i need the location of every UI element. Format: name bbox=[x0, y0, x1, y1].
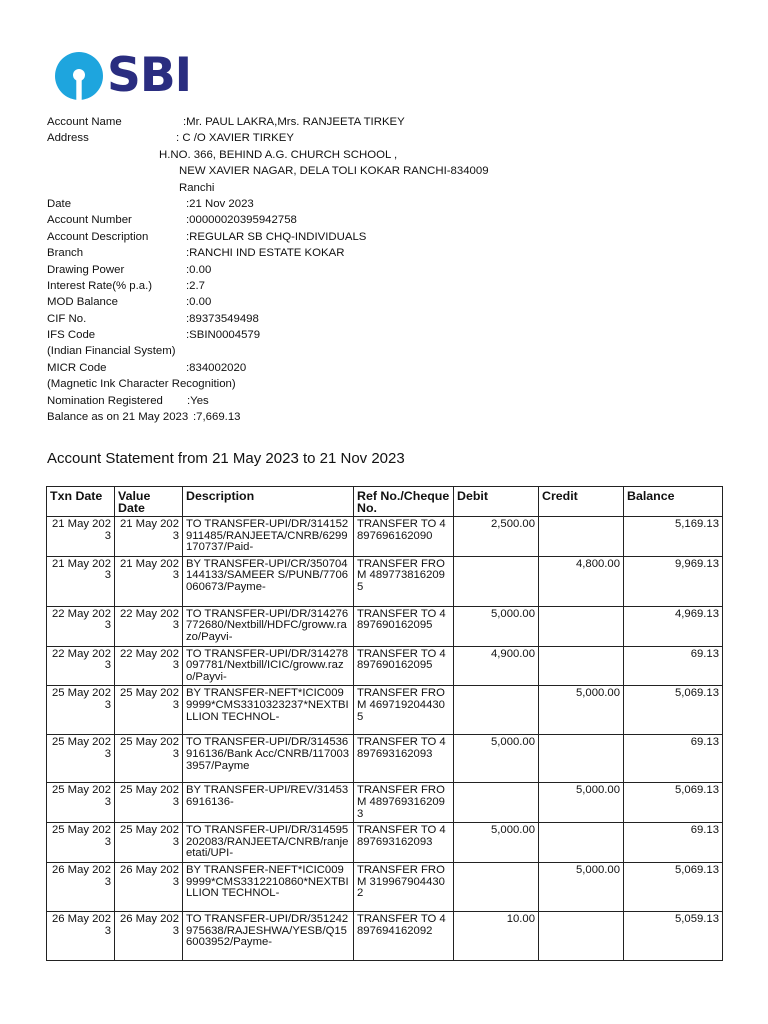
micr-note-row bbox=[47, 376, 747, 392]
table-row bbox=[47, 556, 723, 606]
table-row bbox=[47, 517, 723, 557]
value-date-cell: 26 May 2023 bbox=[115, 911, 183, 960]
table-header-row bbox=[47, 487, 723, 517]
description-cell: TO TRANSFER-UPI/DR/314276772680/Nextbill/HDFC/groww.razo/Payvi- bbox=[183, 606, 354, 646]
balance-cell: 69.13 bbox=[624, 646, 723, 686]
field-value: :0.00 bbox=[186, 263, 212, 276]
credit-cell bbox=[539, 823, 624, 863]
debit-cell: 5,000.00 bbox=[454, 606, 539, 646]
txn-date-cell: 25 May 2023 bbox=[47, 735, 115, 783]
balance-cell: 9,969.13 bbox=[624, 556, 723, 606]
table-row bbox=[47, 735, 723, 783]
debit-cell bbox=[454, 783, 539, 823]
opening-balance-label: Balance as on 21 May 2023 bbox=[47, 411, 189, 424]
field-label: IFS Code bbox=[47, 329, 96, 342]
ref-cell: TRANSFER TO 4897693162093 bbox=[354, 735, 454, 783]
account-name-label: Account Name bbox=[47, 116, 122, 128]
ref-cell: TRANSFER TO 4897690162095 bbox=[354, 646, 454, 686]
balance-cell: 5,069.13 bbox=[624, 783, 723, 823]
col-header-credit: Credit bbox=[539, 487, 624, 517]
value-date-cell: 25 May 2023 bbox=[115, 735, 183, 783]
address-line-2: H.NO. 366, BEHIND A.G. CHURCH SCHOOL , bbox=[159, 148, 398, 161]
field-label: CIF No. bbox=[47, 312, 87, 325]
table-row bbox=[47, 646, 723, 686]
txn-date-cell: 25 May 2023 bbox=[47, 783, 115, 823]
debit-cell bbox=[454, 556, 539, 606]
col-header-ref-no: Ref No./Cheque No. bbox=[354, 487, 454, 517]
mod-balance-row bbox=[47, 294, 747, 310]
value-date-cell: 25 May 2023 bbox=[115, 686, 183, 735]
debit-cell: 4,900.00 bbox=[454, 646, 539, 686]
nomination-label: Nomination Registered bbox=[47, 394, 163, 407]
description-cell: TO TRANSFER-UPI/DR/351242975638/RAJESHWA/YESB/Q156003952/Payme- bbox=[183, 911, 354, 960]
txn-date-cell: 26 May 2023 bbox=[47, 862, 115, 911]
micr-note: (Magnetic Ink Character Recognition) bbox=[47, 378, 236, 391]
field-value: :2.7 bbox=[186, 279, 205, 292]
description-cell: BY TRANSFER-UPI/CR/350704144133/SAMEER S/PUNB/7706060673/Payme- bbox=[183, 556, 354, 606]
statement-title: Account Statement from 21 May 2023 to 21 Nov 2023 bbox=[47, 450, 405, 467]
micr-label: MICR Code bbox=[47, 361, 107, 374]
col-header-balance: Balance bbox=[624, 487, 723, 517]
nomination-row bbox=[47, 393, 747, 409]
address-row bbox=[47, 130, 747, 146]
debit-cell: 5,000.00 bbox=[454, 735, 539, 783]
value-date-cell: 25 May 2023 bbox=[115, 783, 183, 823]
credit-cell: 5,000.00 bbox=[539, 862, 624, 911]
value-date-cell: 22 May 2023 bbox=[115, 606, 183, 646]
balance-cell: 4,969.13 bbox=[624, 606, 723, 646]
ref-cell: TRANSFER FROM 3199679044302 bbox=[354, 862, 454, 911]
ref-cell: TRANSFER FROM 4897738162095 bbox=[354, 556, 454, 606]
drawing-power-row bbox=[47, 262, 747, 278]
field-value: :REGULAR SB CHQ-INDIVIDUALS bbox=[186, 230, 367, 243]
col-header-description: Description bbox=[183, 487, 354, 517]
credit-cell bbox=[539, 517, 624, 557]
table-row bbox=[47, 686, 723, 735]
txn-date-cell: 25 May 2023 bbox=[47, 823, 115, 863]
field-value: :RANCHI IND ESTATE KOKAR bbox=[186, 247, 345, 260]
credit-cell bbox=[539, 646, 624, 686]
field-label: Account Number bbox=[47, 214, 132, 227]
credit-cell bbox=[539, 606, 624, 646]
transactions-table bbox=[46, 486, 723, 961]
branch-row bbox=[47, 245, 747, 261]
field-value: :00000020395942758 bbox=[186, 214, 297, 227]
ref-cell: TRANSFER TO 4897693162093 bbox=[354, 823, 454, 863]
ref-cell: TRANSFER TO 4897696162090 bbox=[354, 517, 454, 557]
address-line-4: Ranchi bbox=[179, 181, 215, 194]
account-name-row bbox=[47, 114, 747, 130]
description-cell: TO TRANSFER-UPI/DR/314278097781/Nextbill/ICIC/groww.razo/Payvi- bbox=[183, 646, 354, 686]
debit-cell: 2,500.00 bbox=[454, 517, 539, 557]
col-header-txn-date: Txn Date bbox=[47, 487, 115, 517]
ifs-note: (Indian Financial System) bbox=[47, 345, 176, 358]
balance-cell: 5,059.13 bbox=[624, 911, 723, 960]
field-label: Date bbox=[47, 197, 72, 210]
micr-row bbox=[47, 360, 747, 376]
credit-cell: 5,000.00 bbox=[539, 783, 624, 823]
ref-cell: TRANSFER FROM 4897693162093 bbox=[354, 783, 454, 823]
nomination-value: :Yes bbox=[187, 394, 209, 407]
field-value: :0.00 bbox=[186, 296, 212, 309]
value-date-cell: 21 May 2023 bbox=[115, 517, 183, 557]
field-value: :21 Nov 2023 bbox=[186, 197, 254, 210]
field-value: :89373549498 bbox=[186, 312, 259, 325]
address-line-3: NEW XAVIER NAGAR, DELA TOLI KOKAR RANCHI-834009 bbox=[179, 165, 489, 178]
txn-date-cell: 26 May 2023 bbox=[47, 911, 115, 960]
field-value: :SBIN0004579 bbox=[186, 329, 261, 342]
field-label: Interest Rate(% p.a.) bbox=[47, 279, 153, 292]
balance-cell: 5,169.13 bbox=[624, 517, 723, 557]
col-header-debit: Debit bbox=[454, 487, 539, 517]
description-cell: TO TRANSFER-UPI/DR/314152911485/RANJEETA/CNRB/6299170737/Paid- bbox=[183, 517, 354, 557]
account-name-value: :Mr. PAUL LAKRA,Mrs. RANJEETA TIRKEY bbox=[183, 116, 405, 128]
opening-balance-value: :7,669.13 bbox=[193, 411, 241, 424]
value-date-cell: 26 May 2023 bbox=[115, 862, 183, 911]
balance-cell: 5,069.13 bbox=[624, 862, 723, 911]
description-cell: TO TRANSFER-UPI/DR/314536916136/Bank Acc/CNRB/1170033957/Payme bbox=[183, 735, 354, 783]
ref-cell: TRANSFER TO 4897690162095 bbox=[354, 606, 454, 646]
balance-cell: 5,069.13 bbox=[624, 686, 723, 735]
txn-date-cell: 22 May 2023 bbox=[47, 606, 115, 646]
field-label: MOD Balance bbox=[47, 296, 118, 309]
address-row-2 bbox=[47, 147, 747, 163]
address-row-4 bbox=[47, 180, 747, 196]
table-row bbox=[47, 783, 723, 823]
address-label: Address bbox=[47, 132, 89, 145]
balance-cell: 69.13 bbox=[624, 823, 723, 863]
txn-date-cell: 21 May 2023 bbox=[47, 517, 115, 557]
table-row bbox=[47, 862, 723, 911]
ifs-note-row bbox=[47, 343, 747, 359]
sbi-keyhole-icon bbox=[55, 52, 103, 100]
opening-balance-row bbox=[47, 409, 747, 425]
credit-cell: 4,800.00 bbox=[539, 556, 624, 606]
sbi-logo-text: SBI bbox=[107, 48, 192, 103]
col-header-value-date: Value Date bbox=[115, 487, 183, 517]
table-row bbox=[47, 911, 723, 960]
balance-cell: 69.13 bbox=[624, 735, 723, 783]
account-description-row bbox=[47, 229, 747, 245]
micr-value: :834002020 bbox=[186, 361, 247, 374]
value-date-cell: 22 May 2023 bbox=[115, 646, 183, 686]
debit-cell: 10.00 bbox=[454, 911, 539, 960]
ref-cell: TRANSFER FROM 4697192044305 bbox=[354, 686, 454, 735]
field-label: Drawing Power bbox=[47, 263, 125, 276]
date-row bbox=[47, 196, 747, 212]
debit-cell: 5,000.00 bbox=[454, 823, 539, 863]
credit-cell: 5,000.00 bbox=[539, 686, 624, 735]
sbi-logo bbox=[55, 48, 192, 103]
value-date-cell: 25 May 2023 bbox=[115, 823, 183, 863]
debit-cell bbox=[454, 862, 539, 911]
txn-date-cell: 22 May 2023 bbox=[47, 646, 115, 686]
account-details bbox=[47, 114, 747, 425]
address-line-1: : C /O XAVIER TIRKEY bbox=[176, 132, 294, 145]
txn-date-cell: 21 May 2023 bbox=[47, 556, 115, 606]
field-label: Branch bbox=[47, 247, 84, 260]
cif-row bbox=[47, 311, 747, 327]
description-cell: BY TRANSFER-UPI/REV/314536916136- bbox=[183, 783, 354, 823]
value-date-cell: 21 May 2023 bbox=[115, 556, 183, 606]
credit-cell bbox=[539, 735, 624, 783]
ref-cell: TRANSFER TO 4897694162092 bbox=[354, 911, 454, 960]
address-row-3 bbox=[47, 163, 747, 179]
description-cell: BY TRANSFER-NEFT*ICIC0099999*CMS3312210860*NEXTBILLION TECHNOL- bbox=[183, 862, 354, 911]
debit-cell bbox=[454, 686, 539, 735]
account-number-row bbox=[47, 212, 747, 228]
interest-rate-row bbox=[47, 278, 747, 294]
txn-date-cell: 25 May 2023 bbox=[47, 686, 115, 735]
description-cell: TO TRANSFER-UPI/DR/314595202083/RANJEETA/CNRB/ranjeetati/UPI- bbox=[183, 823, 354, 863]
table-row bbox=[47, 606, 723, 646]
ifs-code-row bbox=[47, 327, 747, 343]
credit-cell bbox=[539, 911, 624, 960]
field-label: Account Description bbox=[47, 230, 149, 243]
description-cell: BY TRANSFER-NEFT*ICIC0099999*CMS3310323237*NEXTBILLION TECHNOL- bbox=[183, 686, 354, 735]
table-row bbox=[47, 823, 723, 863]
